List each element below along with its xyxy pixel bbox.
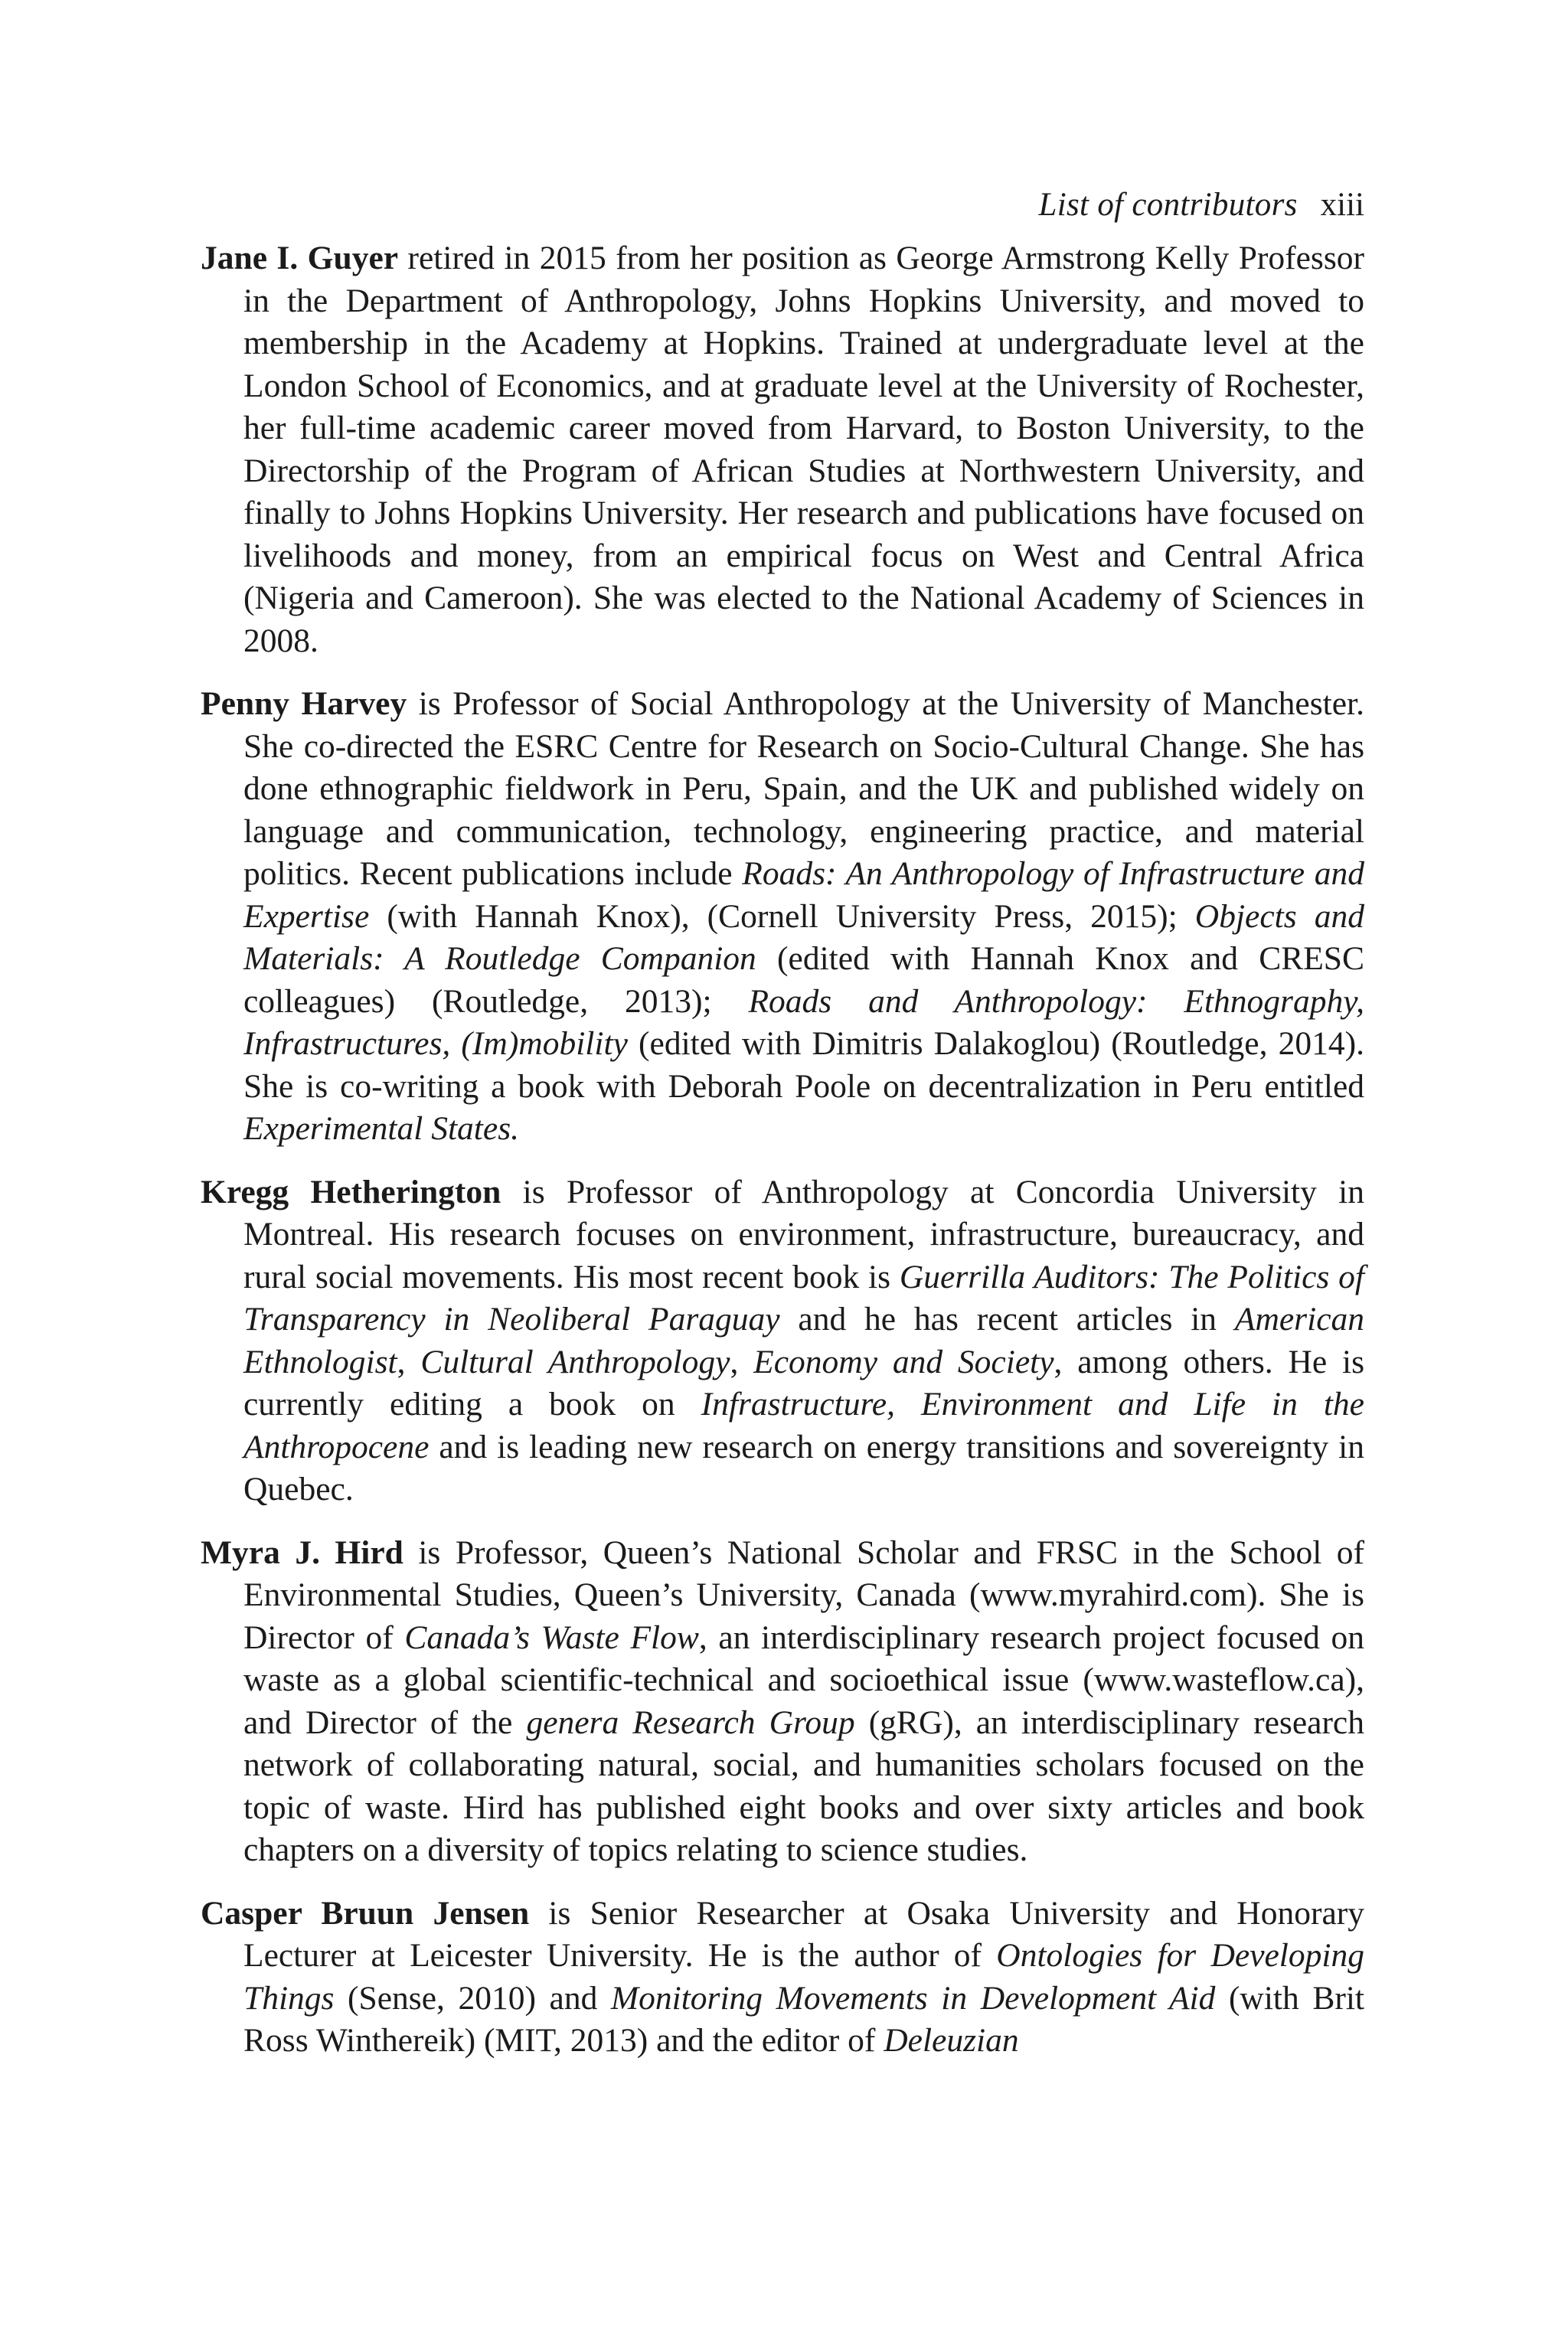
bio-text: (edited with Dimitris Dalakoglou) (Routledge, 2014). She is co-writing a book with Deborah Poole on decentralization in Peru entitled bbox=[243, 1025, 1364, 1105]
contributor-entry-hird bbox=[201, 1532, 1364, 1872]
work-title: Monitoring Movements in Development Aid bbox=[610, 1979, 1216, 2017]
contributors-list bbox=[201, 237, 1364, 2063]
contributor-entry-guyer bbox=[201, 237, 1364, 662]
bio-text: is Professor, Queen’s National Scholar and FRSC in the School of Environmental Studies, Queen’s University, Canada (www.myrahird.​com). She is Director of bbox=[243, 1534, 1364, 1656]
work-title: Canada’s Waste Flow bbox=[404, 1619, 699, 1656]
work-title: Experimental States. bbox=[243, 1110, 520, 1147]
running-header-title: List of contributors bbox=[1038, 187, 1298, 223]
work-title: American Ethnologist bbox=[243, 1301, 1365, 1380]
work-title: Infrastructure, Environment and Life in the Anthropocene bbox=[243, 1386, 1364, 1465]
bio-text: and he has recent articles in bbox=[779, 1301, 1235, 1338]
work-title: Roads: An Anthropology of Infrastructure and Expertise bbox=[243, 855, 1364, 935]
bio-text: (with Hannah Knox), (Cornell University Press, 2015); bbox=[369, 897, 1195, 935]
bio-text: , bbox=[397, 1343, 421, 1380]
work-title: Economy and Society bbox=[753, 1343, 1054, 1380]
page-number: xiii bbox=[1320, 187, 1364, 223]
bio-text: (Sense, 2010) and bbox=[334, 1979, 611, 2017]
running-header bbox=[201, 184, 1364, 227]
bio-text: , among others. He is currently editing a book on bbox=[243, 1343, 1365, 1423]
bio-text: retired in 2015 from her position as George Armstrong Kelly Professor in the Department of Anthropology, Johns Hopkins University, and moved to membership in the Academy at Hopkins. Trained at undergraduate level at the London School of Economics, and at graduate level at the University of Rochester, her full-time academic career moved from Harvard, to Boston University, to the Directorship of the Program of African Studies at Northwestern University, and finally to Johns Hopkins University. Her research and publications have focused on livelihoods and money, from an empirical focus on West and Central Africa (Nigeria and Cameroon). She was elected to the National Academy of Sciences in 2008. bbox=[243, 240, 1365, 659]
work-title: genera Research Group bbox=[526, 1704, 855, 1741]
contributor-name: Casper Bruun Jensen bbox=[201, 1894, 530, 1932]
work-title: Deleuzian bbox=[884, 2022, 1019, 2059]
bio-text: is Professor of Anthropology at Concordia University in Montreal. His research focuses on environment, infrastructure, bureaucracy, and rural social movements. His most recent book is bbox=[243, 1173, 1365, 1295]
work-title: Cultural Anthropology bbox=[420, 1343, 730, 1380]
bio-text: , bbox=[730, 1343, 754, 1380]
contributor-name: Penny Harvey bbox=[201, 685, 407, 722]
book-page bbox=[201, 184, 1364, 2083]
bio-text: (gRG), an interdisciplinary research network of collaborating natural, social, and humanities scholars focused on the topic of waste. Hird has published eight books and over sixty articles and book chapters on a diversity of topics relating to science studies. bbox=[243, 1704, 1364, 1868]
contributor-name: Kregg Hetherington bbox=[201, 1173, 501, 1210]
contributor-entry-jensen bbox=[201, 1893, 1364, 2063]
work-title: Roads and Anthropology: Ethnography, Infrastructures, (Im)mobility bbox=[243, 982, 1364, 1062]
bio-text: (edited with Hannah Knox and CRESC colleagues) (Routledge, 2013); bbox=[243, 940, 1365, 1020]
bio-text: (with Brit Ross Winthereik) (MIT, 2013) and the editor of bbox=[243, 1979, 1365, 2059]
bio-text: is Professor of Social Anthropology at the University of Manchester. She co-directed the ESRC Centre for Research on Socio-Cultural Change. She has done ethnographic fieldwork in Peru, Spain, and the UK and published widely on language and communication, technology, engineering practice, and material politics. Recent publications include bbox=[243, 685, 1364, 892]
contributor-entry-harvey bbox=[201, 683, 1364, 1151]
bio-text: and is leading new research on energy transitions and sovereignty in Quebec. bbox=[243, 1428, 1364, 1508]
bio-text: , an interdisciplinary research project focused on waste as a global scientific-technical and socioethical issue (www.wasteflow.ca), and Director of the bbox=[243, 1619, 1364, 1741]
contributor-entry-hetherington bbox=[201, 1171, 1364, 1511]
contributor-name: Myra J. Hird bbox=[201, 1534, 403, 1571]
contributor-name: Jane I. Guyer bbox=[201, 240, 399, 276]
work-title: Ontologies for Developing Things bbox=[243, 1937, 1364, 2017]
work-title: Objects and Materials: A Routledge Companion bbox=[243, 897, 1364, 977]
work-title: Guerrilla Auditors: The Politics of Transparency in Neoliberal Paraguay bbox=[243, 1258, 1364, 1338]
bio-text: is Senior Researcher at Osaka University and Honorary Lecturer at Leicester University. He is the author of bbox=[243, 1894, 1364, 1974]
